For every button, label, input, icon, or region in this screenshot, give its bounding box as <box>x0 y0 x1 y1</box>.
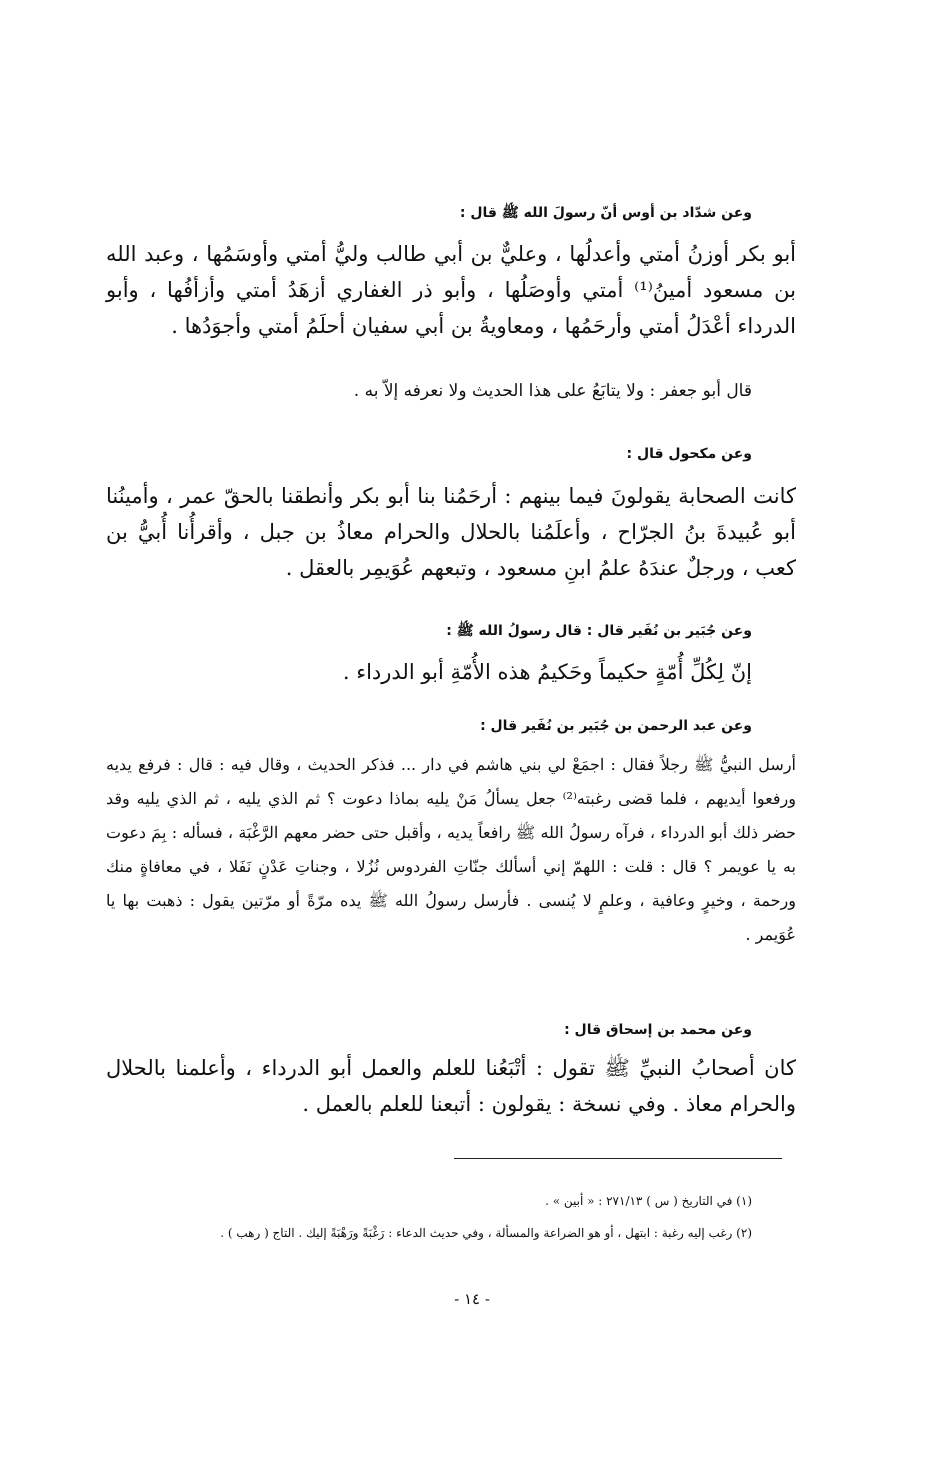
section-heading-abdurrahman: وعن عبد الرحمن بن جُبَير بن نُفَير قال : <box>480 718 752 734</box>
abu-jafar-comment: قال أبو جعفر : ولا يتابَعُ على هذا الحديث ولا نعرفه إلاّ به . <box>353 381 752 401</box>
hadith-text-jubayr: إنّ لِكُلِّ أُمّةٍ حكيماً وحَكيمُ هذه الأُمّةِ أبو الدرداء . <box>342 660 752 684</box>
section-heading-makhul: وعن مكحول قال : <box>626 446 752 462</box>
footnote-2: (٢) رغب إليه رغبة : ابتهل ، أو هو الضراعة والمسألة ، وفي حديث الدعاء : رَغْبَةً ورَهْبَةً إليك . التاج ( رهب ) . <box>220 1226 752 1240</box>
page-number: - ١٤ - <box>454 1290 490 1308</box>
hadith-text-makhul: كانت الصحابة يقولونَ فيما بينهم : أرحَمُنا بنا أبو بكر وأنطقنا بالحقّ عمر ، وأمينُنا أبو عُبيدةَ بنُ الجرّاح ، وأعلَمُنا بالحلال والحرام معاذُ بن جبل ، وأقرأُنا أُبيُّ بن كعب ، ورجلٌ عندَهُ علمُ ابنِ مسعود ، وتبعهم عُوَيمِر بالعقل . <box>106 484 796 580</box>
footnote-separator <box>454 1158 782 1159</box>
hadith-text-abdurrahman: أرسل النبيُّ ﷺ رجلاً فقال : اجمَعْ لي بني هاشم في دار ... فذكر الحديث ، وقال فيه : قال : فرفع يديه ورفعوا أيديهم ، فلما قضى رغبته⁽²⁾ جعل يسألُ مَنْ يليه بماذا دعوت ؟ ثم الذي يليه ، ثم الذي يليه وقد حضر ذلك أبو الدرداء ، فرآه رسولُ الله ﷺ رافعاً يديه ، وأقبل حتى حضر معهم الرَّغْبَة ، فسأله : بِمَ دعوت به يا عويمر ؟ قال : قلت : اللهمّ إني أسألك جنّاتِ الفردوس نُزُلا ، وجناتِ عَدْنٍ نَفَلا ، في معافاةٍ منك ورحمة ، وخيرٍ وعافية ، وعلمٍ لا يُنسى . فأرسل رسولُ الله ﷺ يده مرّةً أو مرّتين يقول : ذهبت بها يا عُوَيمر . <box>106 755 796 944</box>
section-heading-ibn-ishaq: وعن محمد بن إسحاق قال : <box>564 1022 752 1038</box>
section-heading-jubayr: وعن جُبَير بن نُفَير قال : قال رسولُ الله ﷺ : <box>446 623 752 639</box>
section-heading-shaddad: وعن شدّاد بن أوس أنّ رسولَ الله ﷺ قال : <box>459 205 752 221</box>
hadith-text-shaddad: أبو بكر أوزنُ أمتي وأعدلُها ، وعليٌّ بن أبي طالب وليُّ أمتي وأوسَمُها ، وعبد الله بن مسعود أمينُ⁽¹⁾ أمتي وأوصَلُها ، وأبو ذر الغفاري أزهَدُ أمتي وأزأفُها ، وأبو الدرداء أعْدَلُ أمتي وأرحَمُها ، ومعاويةُ بن أبي سفيان أحلَمُ أمتي وأجوَدُها . <box>106 242 796 338</box>
footnote-1: (١) في التاريخ ( س ) ٢٧١/١٣ : « أبين » . <box>545 1194 752 1208</box>
hadith-text-ibn-ishaq: كان أصحابُ النبيِّ ﷺ تقول : أتْبَعُنا للعلم والعمل أبو الدرداء ، وأعلمنا بالحلال والحرام معاذ . وفي نسخة : يقولون : أتبعنا للعلم بالعمل . <box>106 1056 796 1116</box>
